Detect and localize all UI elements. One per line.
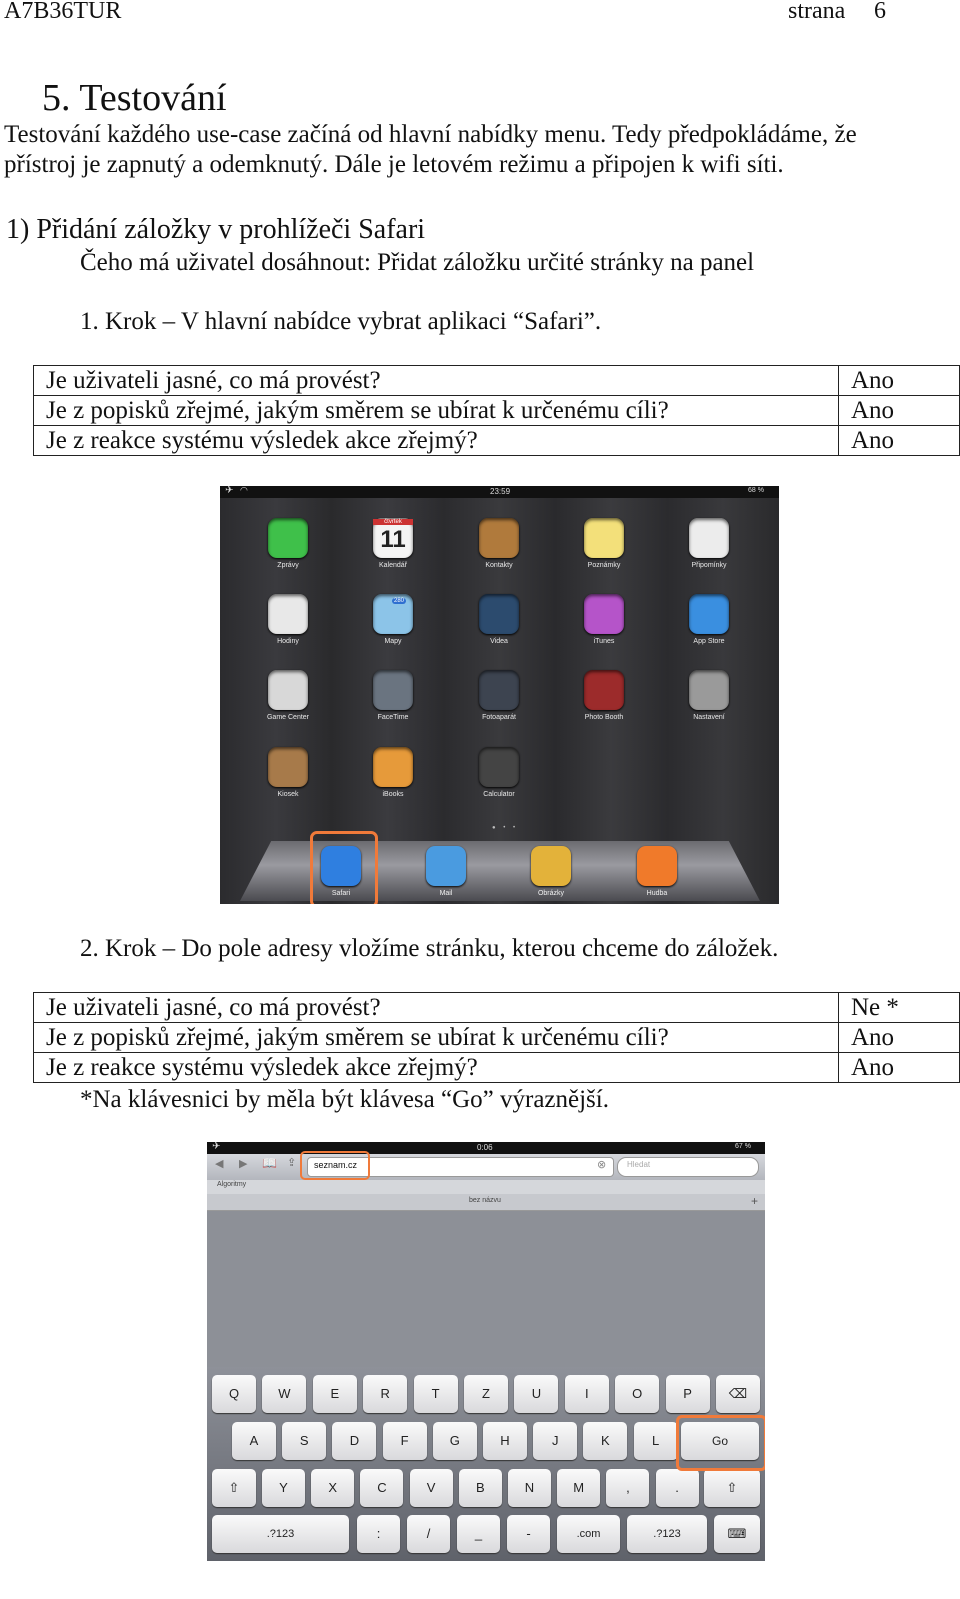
- app-label: iTunes: [593, 638, 615, 645]
- table-row: [34, 1023, 960, 1053]
- key[interactable]: K: [583, 1422, 627, 1460]
- usecase-title: 1) Přidání záložky v prohlížeči Safari: [6, 214, 426, 245]
- app-label: FaceTime: [377, 714, 409, 721]
- key[interactable]: :: [357, 1515, 400, 1553]
- app-label: Kontakty: [485, 562, 513, 569]
- go-key[interactable]: Go: [681, 1422, 759, 1460]
- airplane-icon: ✈: [212, 1142, 221, 1152]
- app-icon[interactable]: [268, 747, 308, 787]
- course-code: A7B36TUR: [4, 0, 122, 24]
- key[interactable]: S: [282, 1422, 326, 1460]
- app-label: Calculator: [483, 791, 515, 798]
- tab-title[interactable]: bez názvu: [469, 1197, 501, 1204]
- bookmarks-bar: [207, 1180, 765, 1195]
- key[interactable]: E: [313, 1375, 357, 1413]
- dock-icon[interactable]: [426, 846, 466, 886]
- app-icon[interactable]: [479, 670, 519, 710]
- numbers-key[interactable]: .?123: [212, 1515, 349, 1553]
- app-icon[interactable]: [268, 670, 308, 710]
- usecase-goal: Čeho má uživatel dosáhnout: Přidat záložku určité stránky na panel: [80, 249, 755, 276]
- table-row: [34, 426, 960, 456]
- battery-text: 68 %: [748, 487, 764, 494]
- key[interactable]: ,: [606, 1469, 649, 1507]
- go-highlight: [676, 1415, 765, 1471]
- key[interactable]: Z: [464, 1375, 508, 1413]
- app-label: Game Center: [266, 714, 310, 721]
- answer: Ano: [839, 1023, 960, 1053]
- status-time: 0:06: [477, 1143, 493, 1152]
- status-time: 23:59: [490, 487, 511, 496]
- app-icon[interactable]: [479, 518, 519, 558]
- app-label: Videa: [490, 638, 508, 645]
- question: Je z reakce systému výsledek akce zřejmý?: [34, 426, 839, 456]
- wifi-icon: ◠: [240, 486, 248, 495]
- page-dots: ● • •: [492, 825, 519, 831]
- app-icon[interactable]: [479, 747, 519, 787]
- section-title: 5. Testování: [42, 77, 227, 119]
- key[interactable]: -: [507, 1515, 550, 1553]
- dock-label: Obrázky: [537, 890, 565, 897]
- answer: Ano: [839, 396, 960, 426]
- url-highlight: [300, 1151, 370, 1180]
- search-placeholder: Hledat: [627, 1160, 651, 1169]
- hide-keyboard-key[interactable]: ⌨: [714, 1515, 760, 1553]
- app-icon[interactable]: [373, 670, 413, 710]
- intro-line-2: přístroj je zapnutý a odemknutý. Dále je letovém režimu a připojen k wifi síti.: [4, 151, 784, 178]
- app-label: Mapy: [384, 638, 402, 645]
- key[interactable]: P: [666, 1375, 710, 1413]
- url-text[interactable]: seznam.cz: [314, 1160, 358, 1170]
- app-label: Zprávy: [277, 562, 299, 569]
- page-label: strana: [788, 0, 846, 24]
- key[interactable]: O: [615, 1375, 659, 1413]
- app-label: Připomínky: [691, 562, 727, 569]
- table-row: [34, 1053, 960, 1083]
- app-label: iBooks: [382, 791, 404, 798]
- bookmarks-icon[interactable]: 📖: [262, 1156, 277, 1170]
- app-icon[interactable]: [268, 518, 308, 558]
- app-icon[interactable]: [584, 670, 624, 710]
- question: Je z popisků zřejmé, jakým směrem se ubírat k určenému cíli?: [34, 1023, 839, 1053]
- new-tab-icon[interactable]: +: [751, 1194, 759, 1208]
- app-label: Nastavení: [693, 714, 725, 721]
- key[interactable]: I: [565, 1375, 609, 1413]
- key[interactable]: L: [634, 1422, 678, 1460]
- step-1-text: 1. Krok – V hlavní nabídce vybrat aplikaci “Safari”.: [80, 308, 602, 335]
- bookmark-item[interactable]: Algoritmy: [217, 1181, 247, 1188]
- question: Je z popisků zřejmé, jakým směrem se ubírat k určenému cíli?: [34, 396, 839, 426]
- answer: Ne *: [839, 993, 960, 1023]
- app-label: App Store: [693, 638, 725, 645]
- app-icon[interactable]: [479, 594, 519, 634]
- key[interactable]: A: [232, 1422, 276, 1460]
- key[interactable]: M: [557, 1469, 600, 1507]
- table-row: [34, 993, 960, 1023]
- answer: Ano: [839, 426, 960, 456]
- app-label: Kiosek: [277, 791, 299, 798]
- key[interactable]: _: [457, 1515, 500, 1553]
- shift-key[interactable]: ⇧: [212, 1469, 256, 1507]
- key[interactable]: R: [363, 1375, 407, 1413]
- app-icon[interactable]: [584, 518, 624, 558]
- answer: Ano: [839, 366, 960, 396]
- airplane-icon: ✈: [225, 486, 234, 496]
- key[interactable]: Y: [262, 1469, 305, 1507]
- intro-line-1: Testování každého use-case začíná od hlavní nabídky menu. Tedy předpokládáme, že: [4, 121, 857, 148]
- calendar-date: 11: [380, 526, 406, 553]
- question: Je uživateli jasné, co má provést?: [34, 366, 839, 396]
- app-icon[interactable]: [689, 518, 729, 558]
- shift-key[interactable]: ⇧: [704, 1469, 760, 1507]
- key[interactable]: T: [414, 1375, 458, 1413]
- app-icon[interactable]: [689, 670, 729, 710]
- app-icon[interactable]: [584, 594, 624, 634]
- key[interactable]: D: [332, 1422, 376, 1460]
- answer: Ano: [839, 1053, 960, 1083]
- clear-icon[interactable]: ⊗: [597, 1159, 607, 1171]
- key[interactable]: V: [410, 1469, 453, 1507]
- key[interactable]: .: [656, 1469, 699, 1507]
- key[interactable]: Q: [212, 1375, 256, 1413]
- ipad-home-screenshot: [220, 486, 779, 904]
- app-label: Photo Booth: [584, 714, 624, 721]
- maps-badge: 280: [394, 598, 405, 604]
- key[interactable]: G: [433, 1422, 477, 1460]
- dock-label: Mail: [439, 890, 453, 897]
- key[interactable]: W: [262, 1375, 306, 1413]
- key[interactable]: C: [360, 1469, 403, 1507]
- dotcom-key[interactable]: .com: [557, 1515, 620, 1553]
- app-icon[interactable]: [373, 747, 413, 787]
- numbers-key[interactable]: .?123: [627, 1515, 707, 1553]
- key[interactable]: H: [483, 1422, 527, 1460]
- page-content: [207, 1211, 765, 1367]
- table-row: [34, 396, 960, 426]
- key[interactable]: J: [533, 1422, 577, 1460]
- app-label: Poznámky: [587, 562, 621, 569]
- table-row: [34, 366, 960, 396]
- key[interactable]: /: [407, 1515, 450, 1553]
- backspace-key[interactable]: ⌫: [716, 1375, 760, 1413]
- app-label: Fotoaparát: [482, 714, 516, 721]
- calendar-day: čtvrtek: [373, 519, 413, 525]
- key[interactable]: X: [311, 1469, 354, 1507]
- step-2-note: *Na klávesnici by měla být klávesa “Go” výraznější.: [80, 1086, 609, 1113]
- dock-icon[interactable]: [531, 846, 571, 886]
- back-icon[interactable]: ◀: [215, 1158, 224, 1170]
- app-label: Kalendář: [378, 562, 408, 569]
- share-icon[interactable]: ⇪: [287, 1157, 297, 1169]
- app-icon[interactable]: [268, 594, 308, 634]
- safari-highlight: [310, 831, 378, 904]
- step-2-text: 2. Krok – Do pole adresy vložíme stránku, kterou chceme do záložek.: [80, 935, 779, 962]
- question: Je z reakce systému výsledek akce zřejmý?: [34, 1053, 839, 1083]
- app-icon[interactable]: [689, 594, 729, 634]
- dock-icon[interactable]: [637, 846, 677, 886]
- page-number: 6: [874, 0, 886, 24]
- battery-text: 67 %: [735, 1143, 751, 1150]
- key[interactable]: N: [508, 1469, 551, 1507]
- key[interactable]: F: [383, 1422, 427, 1460]
- step-1-table: [33, 365, 960, 456]
- forward-icon[interactable]: ▶: [239, 1158, 248, 1170]
- app-label: Hodiny: [277, 638, 299, 645]
- dock-label: Safari: [331, 890, 351, 897]
- key[interactable]: B: [459, 1469, 502, 1507]
- question: Je uživateli jasné, co má provést?: [34, 993, 839, 1023]
- key[interactable]: U: [514, 1375, 558, 1413]
- step-2-table: [33, 992, 960, 1083]
- dock-label: Hudba: [646, 890, 668, 897]
- ipad-safari-screenshot: [207, 1142, 765, 1561]
